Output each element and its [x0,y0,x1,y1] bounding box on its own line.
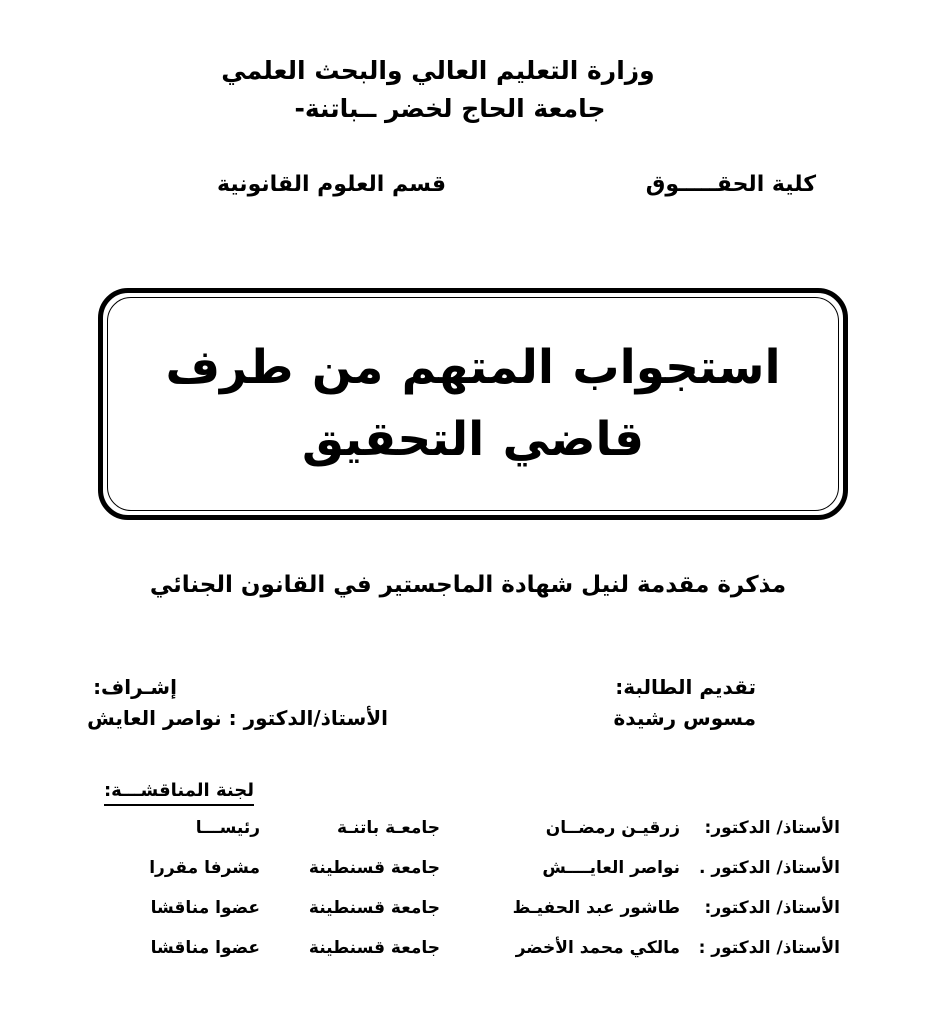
thesis-title: استجواب المتهم من طرف قاضي التحقيق [165,340,781,467]
jury-member-name: مالكي محمد الأخضر [515,938,680,958]
jury-member-name: زرقيـن رمضــان [545,818,680,838]
ministry-name: وزارة التعليم العالي والبحث العلمي [221,56,655,85]
jury-member-title: الأستاذ/ الدكتور: [704,898,840,918]
jury-member-university: جامعة قسنطينة [308,898,440,918]
student-label: تقديم الطالبة: [615,675,756,699]
jury-member-role: عضوا مناقشا [150,938,260,958]
jury-member-role: عضوا مناقشا [150,898,260,918]
jury-member-title: الأستاذ/ الدكتور : [698,938,840,958]
degree-statement: مذكرة مقدمة لنيل شهادة الماجستير في القانون الجنائي [149,572,787,598]
jury-member-title: الأستاذ/ الدكتور . [698,858,840,878]
table-row [120,898,840,938]
jury-member-role: مشرفا مقررا [149,858,260,878]
department-name: قسم العلوم القانونية [216,172,446,197]
student-block [609,672,756,734]
people-row [0,672,936,742]
student-name: مسوس رشيدة [613,706,756,730]
table-row [120,858,840,898]
faculty-department-row [0,172,936,212]
supervisor-name: الأستاذ/الدكتور : نواصر العايش [87,706,388,730]
table-row [120,938,840,978]
jury-member-name: نواصر العايــــش [542,858,680,878]
ministry-header [0,52,936,128]
jury-member-name: طاشور عبد الحفيـظ [512,898,680,918]
university-name: جامعة الحاج لخضر ــباتنة- [294,94,606,123]
supervisor-label: إشـراف: [93,675,177,699]
jury-table [120,818,840,978]
jury-member-university: جامعـة باتنـة [336,818,440,838]
faculty-name: كلية الحقـــــوق [645,172,816,197]
jury-member-title: الأستاذ/ الدكتور: [704,818,840,838]
table-row [120,818,840,858]
title-box [98,288,848,520]
jury-heading: لجنة المناقشـــة: [104,780,254,806]
supervisor-block [87,672,388,734]
jury-member-university: جامعة قسنطينة [308,858,440,878]
jury-member-role: رئيســـا [195,818,260,838]
jury-member-university: جامعة قسنطينة [308,938,440,958]
